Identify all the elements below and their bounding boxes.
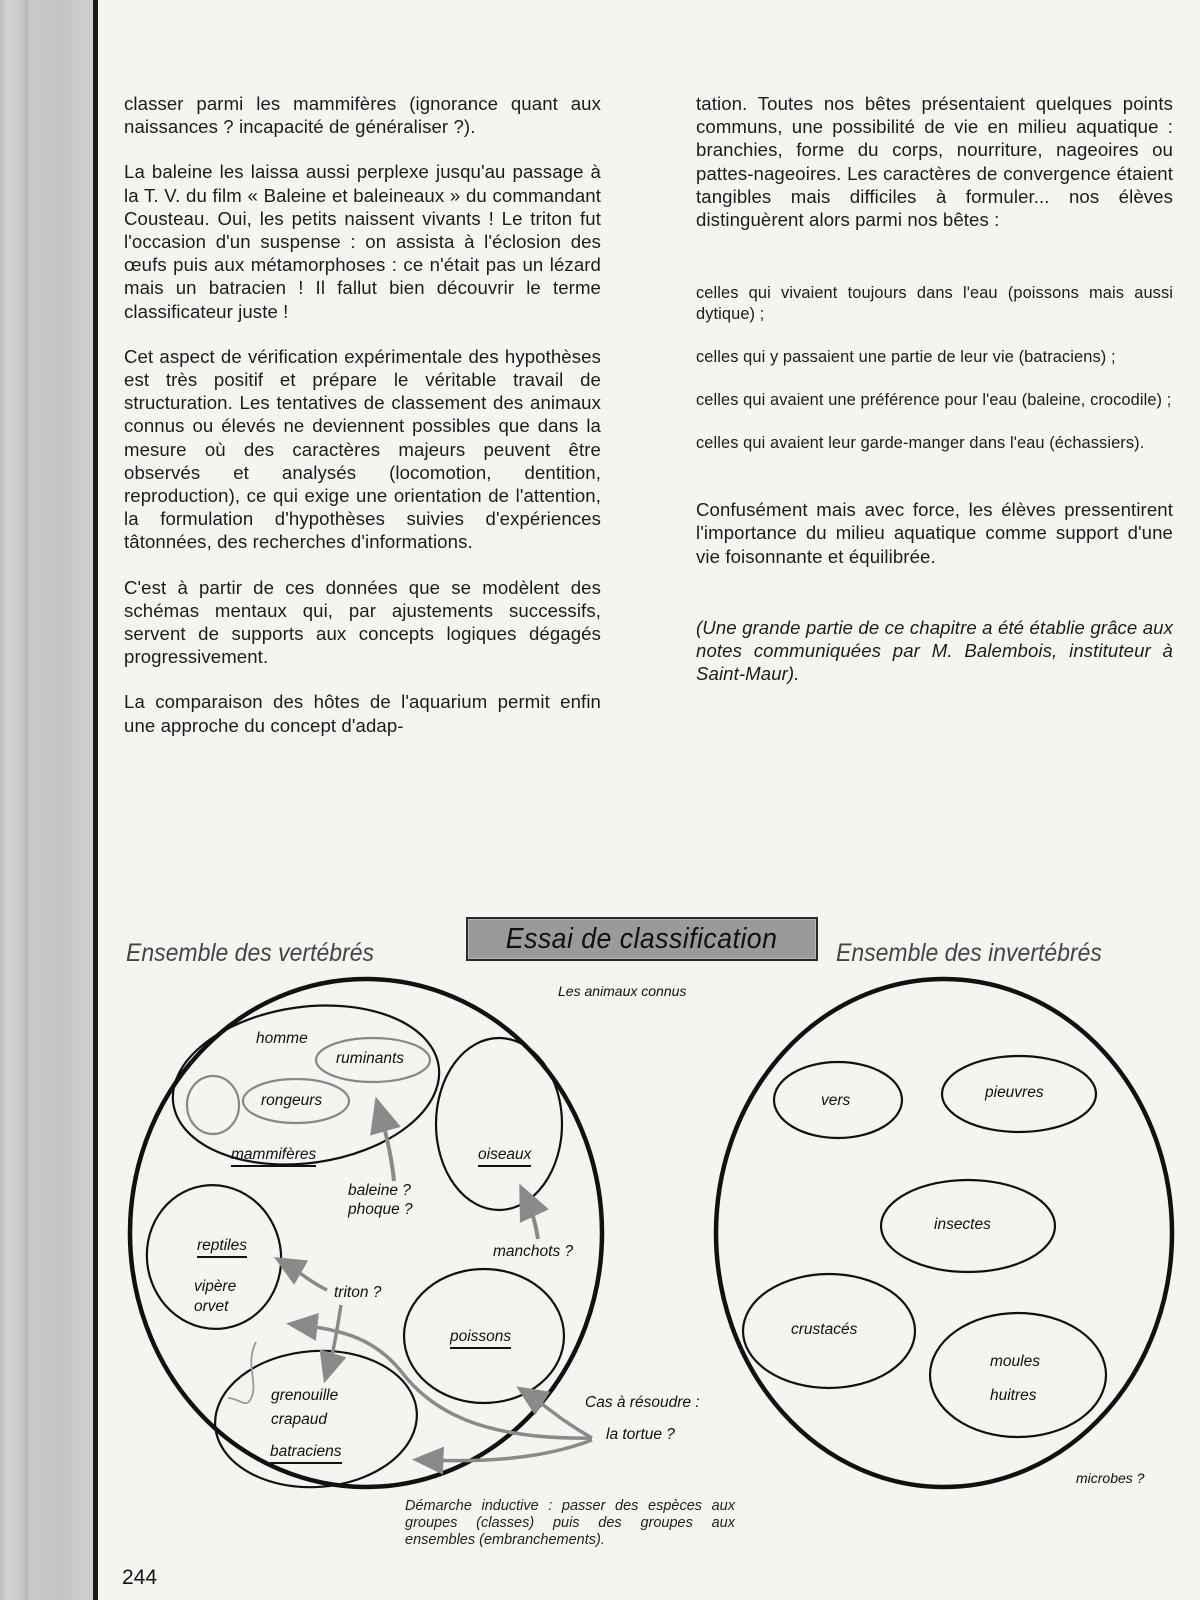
paragraph: C'est à partir de ces données que se modèlent des schémas mentaux qui, par ajustements successifs, servent de supports aux concepts logiques dégagés progressivement. <box>124 576 601 668</box>
label-ruminants: ruminants <box>336 1050 405 1067</box>
label-baleine: baleine ? <box>348 1182 411 1199</box>
diagram-caption: Démarche inductive : passer des espèces aux groupes (classes) puis des groupes aux ensembles (embranchements). <box>405 1498 735 1548</box>
label-orvet: orvet <box>194 1298 229 1315</box>
page-number: 244 <box>122 1566 158 1589</box>
diagram-title: Essai de classification <box>506 922 778 955</box>
paragraph: tation. Toutes nos bêtes présentaient quelques points communs, une possibilité de vie en milieu aquatique : branchies, forme du corps, nourriture, nageoires ou pattes-nageoires. Les caractères de convergence étaient tangibles mais difficiles à formuler... nos élèves distinguèrent alors parmi nos bêtes : <box>696 93 1173 231</box>
paragraph: classer parmi les mammifères (ignorance quant aux naissances ? incapacité de généraliser ?). <box>124 93 601 138</box>
paragraph: La baleine les laissa aussi perplexe jusqu'au passage à la T. V. du film « Baleine et baleineaux » du commandant Cousteau. Oui, les petits naissent vivants ! Le triton fut l'occasion d'un suspense : on assista à l'éclosion des œufs puis aux métamorphoses : ce n'était pas un lézard mais un batracien ! Il fallut bien découvrir le terme classificateur juste ! <box>124 161 601 322</box>
list-item: celles qui y passaient une partie de leur vie (batraciens) ; <box>696 348 1116 367</box>
label-insectes: insectes <box>934 1216 991 1233</box>
label-cas-a-resoudre: Cas à résoudre : <box>585 1394 700 1411</box>
label-phoque: phoque ? <box>348 1201 413 1218</box>
vertebrates-set-label: Ensemble des vertébrés <box>126 939 375 967</box>
label-crapaud: crapaud <box>271 1411 328 1428</box>
list-item: celles qui vivaient toujours dans l'eau (poissons mais aussi dytique) ; <box>696 284 1173 324</box>
top-label: Les animaux connus <box>558 983 687 999</box>
label-tortue: la tortue ? <box>606 1426 675 1443</box>
label-pieuvres: pieuvres <box>985 1084 1044 1101</box>
label-microbes: microbes ? <box>1076 1470 1145 1486</box>
label-triton: triton ? <box>334 1284 382 1301</box>
label-huitres: huitres <box>990 1387 1037 1404</box>
label-reptiles: reptiles <box>197 1237 247 1258</box>
label-vipere: vipère <box>194 1278 237 1295</box>
paragraph: La comparaison des hôtes de l'aquarium permit enfin une approche du concept d'adap- <box>124 691 601 736</box>
paragraph: Confusément mais avec force, les élèves pressentirent l'importance du milieu aquatique comme support d'une vie foisonnante et équilibrée. <box>696 499 1173 567</box>
label-homme: homme <box>256 1030 308 1047</box>
label-moules: moules <box>990 1353 1040 1370</box>
label-oiseaux: oiseaux <box>478 1146 531 1167</box>
label-rongeurs: rongeurs <box>261 1092 323 1109</box>
label-batraciens: batraciens <box>270 1443 342 1464</box>
invertebrates-set-label: Ensemble des invertébrés <box>836 939 1102 967</box>
label-crustaces: crustacés <box>791 1321 858 1338</box>
paragraph: Cet aspect de vérification expérimentale des hypothèses est très positif et prépare le véritable travail de structuration. Les tentatives de classement des animaux connus ou élevés ne deviennent possibles que dans la mesure où des caractères majeurs peuvent être observés et analysés (locomotion, dentition, reproduction), ce qui exige une orientation de l'attention, la formulation d'hypothèses suivies d'expériences tâtonnées, des recherches d'informations. <box>124 345 601 553</box>
label-vers: vers <box>821 1092 851 1109</box>
list-item: celles qui avaient leur garde-manger dans l'eau (échassiers). <box>696 434 1145 453</box>
label-mammiferes: mammifères <box>231 1146 316 1167</box>
credit-note: (Une grande partie de ce chapitre a été établie grâce aux notes communiquées par M. Balembois, instituteur à Saint-Maur). <box>696 616 1173 685</box>
list-item: celles qui avaient une préférence pour l'eau (baleine, crocodile) ; <box>696 391 1172 410</box>
label-manchots: manchots ? <box>493 1243 574 1260</box>
label-grenouille: grenouille <box>271 1387 339 1404</box>
label-poissons: poissons <box>450 1328 511 1349</box>
